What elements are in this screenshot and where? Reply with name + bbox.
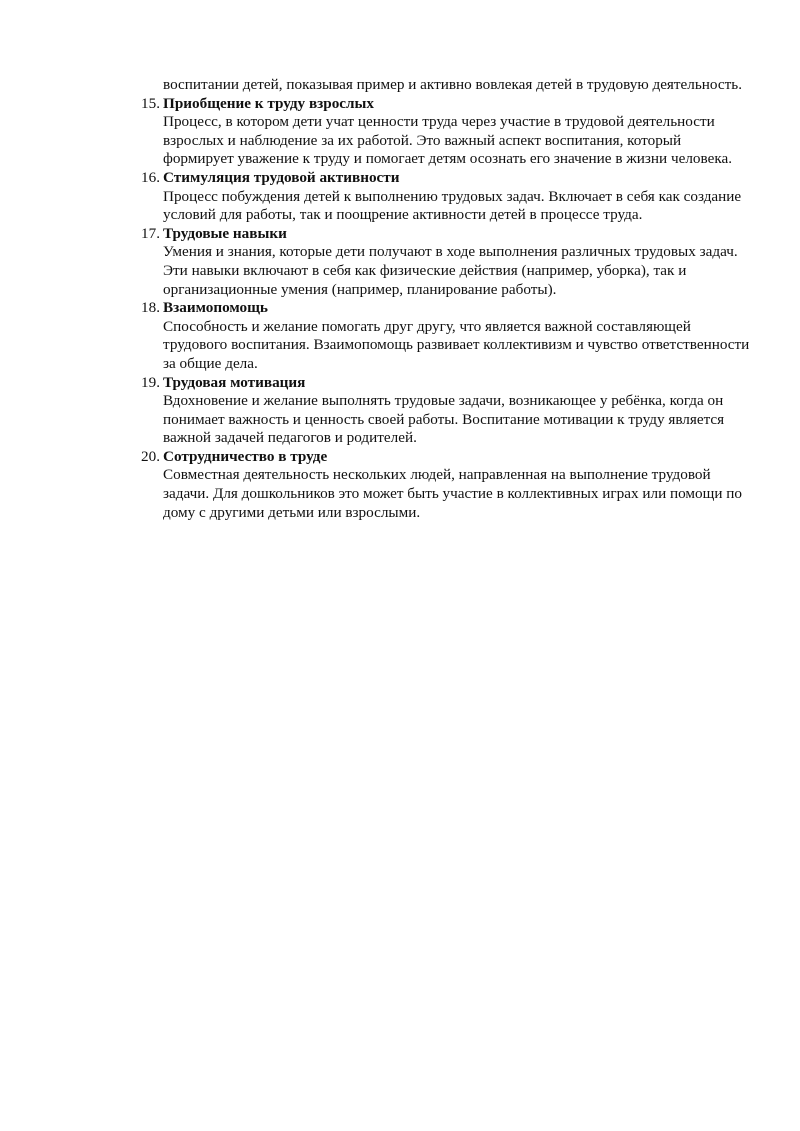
item-description: Вдохновение и желание выполнять трудовые задачи, возникающее у ребёнка, когда он понимает важность и ценность своей работы. Воспитание мотивации к труду является важной задачей педагогов и родителей. <box>163 392 725 447</box>
item-number: 15. <box>141 94 160 112</box>
item-description: Процесс, в котором дети учат ценности труда через участие в трудовой деятельности взрослых и наблюдение за их работой. Это важный аспект воспитания, который формирует уважение к труду и помогает детям осознать его значение в жизни человека. <box>163 113 733 168</box>
item-term: Стимуляция трудовой активности <box>163 168 400 186</box>
list-item <box>141 224 753 299</box>
list-item <box>141 299 753 373</box>
item-term: Трудовые навыки <box>163 224 287 242</box>
item-term: Приобщение к труду взрослых <box>163 94 375 112</box>
item-term: Сотрудничество в труде <box>163 447 328 465</box>
item-description: Умения и знания, которые дети получают в ходе выполнения различных трудовых задач. Эти навыки включают в себя как физические действия (например, уборка), так и организационные умения (например, планирование работы). <box>163 243 738 298</box>
item-number: 18. <box>141 299 160 317</box>
item-term: Трудовая мотивация <box>163 373 306 391</box>
item-description: Способность и желание помогать друг другу, что является важной составляющей трудового воспитания. Взаимопомощь развивает коллективизм и чувство ответственности за общие дела. <box>163 317 750 372</box>
item-description: Процесс побуждения детей к выполнению трудовых задач. Включает в себя как создание условий для работы, так и поощрение активности детей в процессе труда. <box>163 187 742 224</box>
continuation-paragraph: воспитании детей, показывая пример и активно вовлекая детей в трудовую деятельность. <box>163 76 743 93</box>
item-number: 20. <box>141 447 160 465</box>
list-item <box>141 94 753 169</box>
terms-list <box>141 94 753 523</box>
list-item <box>141 447 753 522</box>
item-number: 16. <box>141 168 160 186</box>
list-item <box>141 373 753 448</box>
item-number: 19. <box>141 373 160 391</box>
document-body <box>141 76 753 522</box>
list-item <box>141 168 753 225</box>
item-number: 17. <box>141 224 160 242</box>
item-description: Совместная деятельность нескольких людей, направленная на выполнение трудовой задачи. Для дошкольников это может быть участие в коллективных играх или помощи по дому с другими детьми или взрослыми. <box>163 466 742 521</box>
item-term: Взаимопомощь <box>163 299 268 317</box>
